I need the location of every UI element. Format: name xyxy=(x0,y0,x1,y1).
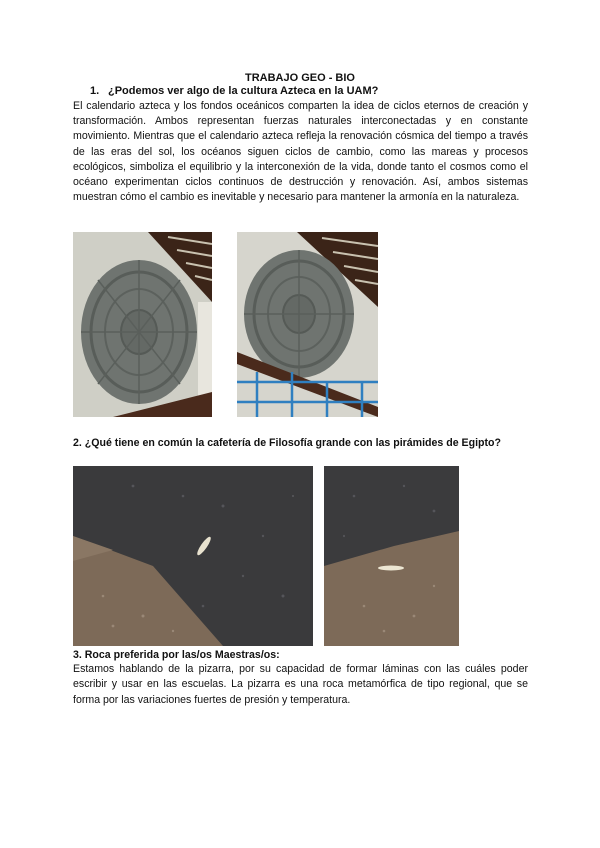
question-2-heading: 2. ¿Qué tiene en común la cafetería de Filosofía grande con las pirámides de Egipto? xyxy=(73,437,501,449)
cafeteria-floor-photo-2 xyxy=(324,466,459,646)
document-title: TRABAJO GEO - BIO xyxy=(244,72,355,84)
question-1-heading xyxy=(90,85,378,97)
question-3-answer: Estamos hablando de la pizarra, por su capacidad de formar láminas con las cuáles poder escribir y usar en las escuelas. La pizarra es una roca metamórfica de tipo regional, que se forma por las variaciones fuertes de presión y temperatura. xyxy=(73,663,528,706)
question-1-number: 1. xyxy=(90,85,100,97)
question-1-text: ¿Podemos ver algo de la cultura Azteca en la UAM? xyxy=(108,85,379,97)
aztec-calendar-photo-1 xyxy=(73,232,212,417)
question-3-heading: 3. Roca preferida por las/os Maestras/os: xyxy=(73,649,280,661)
aztec-calendar-photo-2 xyxy=(237,232,378,417)
cafeteria-floor-photo-1 xyxy=(73,466,313,646)
question-1-answer: El calendario azteca y los fondos oceánicos comparten la idea de ciclos eternos de creación y transformación. Ambos representan fuerzas naturales interconectadas y en constante movimiento. Mientras que el calendario azteca refleja la renovación cósmica del tiempo a través de las eras del sol, los océanos siguen ciclos de cambio, como las mareas y procesos ecológicos, simboliza el equilibrio y la interconexión de la vida, donde tanto el cosmos como el océano experimentan ciclos continuos de destrucción y renovación. Así, ambos sistemas muestran cómo el cambio es inevitable y necesario para mantener la armonía en la naturaleza. xyxy=(73,100,528,204)
